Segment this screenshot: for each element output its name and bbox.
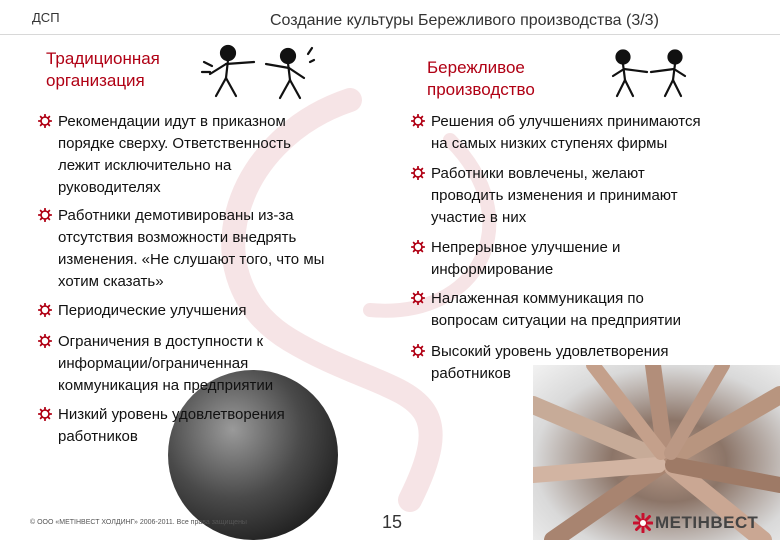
lean-production-heading bbox=[427, 57, 535, 101]
bullet-line: Ограничения в доступности к bbox=[58, 333, 264, 350]
bullet-line: Работники вовлечены, желают bbox=[431, 165, 645, 182]
bullet-line: хотим сказать» bbox=[58, 273, 164, 290]
cog-bullet-icon bbox=[38, 407, 52, 421]
right-bullet bbox=[431, 237, 620, 281]
bullet-line: Периодические улучшения bbox=[58, 302, 247, 319]
heading-line: Бережливое bbox=[427, 58, 525, 77]
metinvest-logo-icon bbox=[633, 510, 773, 536]
classification-tag: ДСП bbox=[32, 10, 60, 25]
bullet-line: Решения об улучшениях принимаются bbox=[431, 113, 701, 130]
bullet-line: информации/ограниченная bbox=[58, 355, 249, 372]
bullet-line: на самых низких ступенях фирмы bbox=[431, 135, 668, 152]
logo-text: МЕТІНВЕСТ bbox=[655, 513, 759, 532]
arguing-figures-icon bbox=[196, 44, 316, 100]
right-bullet bbox=[431, 111, 701, 155]
bullet-line: Рекомендации идут в приказном bbox=[58, 113, 286, 130]
cog-bullet-icon bbox=[38, 114, 52, 128]
left-bullet bbox=[58, 404, 285, 448]
bullet-line: Непрерывное улучшение и bbox=[431, 239, 621, 256]
bullet-line: проводить изменения и принимают bbox=[431, 187, 678, 204]
right-bullet bbox=[431, 341, 669, 385]
cog-bullet-icon bbox=[411, 114, 425, 128]
bullet-line: Низкий уровень удовлетворения bbox=[58, 406, 285, 423]
left-bullet bbox=[58, 300, 247, 322]
bullet-line: лежит исключительно на bbox=[58, 157, 232, 174]
bullet-line: работников bbox=[431, 365, 511, 382]
bullet-line: изменения. «Не слушают того, что мы bbox=[58, 251, 325, 268]
cog-bullet-icon bbox=[411, 166, 425, 180]
cog-bullet-icon bbox=[38, 208, 52, 222]
bullet-line: работников bbox=[58, 428, 138, 445]
bullet-line: Налаженная коммуникация по bbox=[431, 290, 644, 307]
bullet-line: руководителях bbox=[58, 179, 161, 196]
handshake-figures-icon bbox=[605, 48, 693, 98]
bullet-line: Работники демотивированы из-за bbox=[58, 207, 294, 224]
cog-bullet-icon bbox=[38, 334, 52, 348]
traditional-org-heading bbox=[46, 48, 160, 92]
left-bullet bbox=[58, 331, 273, 397]
bullet-line: порядке сверху. Ответственность bbox=[58, 135, 291, 152]
cog-bullet-icon bbox=[38, 303, 52, 317]
bullet-line: отсутствия возможности внедрять bbox=[58, 229, 297, 246]
cog-bullet-icon bbox=[411, 240, 425, 254]
heading-line: Традиционная bbox=[46, 49, 160, 68]
bullet-line: участие в них bbox=[431, 209, 527, 226]
header-divider bbox=[0, 34, 780, 35]
bullet-line: коммуникация на предприятии bbox=[58, 377, 274, 394]
cog-bullet-icon bbox=[411, 291, 425, 305]
logo-mark-icon bbox=[633, 513, 653, 533]
bullet-line: информирование bbox=[431, 261, 554, 278]
right-bullet bbox=[431, 288, 681, 332]
page-number: 15 bbox=[382, 512, 403, 532]
copyright-text: © ООО «МЕТІНВЕСТ ХОЛДИНГ» 2006-2011. Все права защищены bbox=[30, 519, 247, 526]
left-bullet bbox=[58, 111, 291, 199]
bullet-line: вопросам ситуации на предприятии bbox=[431, 312, 681, 329]
heading-line: производство bbox=[427, 80, 535, 99]
slide-title: Создание культуры Бережливого производства (3/3) bbox=[270, 12, 659, 29]
bullet-line: Высокий уровень удовлетворения bbox=[431, 343, 669, 360]
cog-bullet-icon bbox=[411, 344, 425, 358]
right-bullet bbox=[431, 163, 678, 229]
left-bullet bbox=[58, 205, 324, 293]
heading-line: организация bbox=[46, 71, 145, 90]
